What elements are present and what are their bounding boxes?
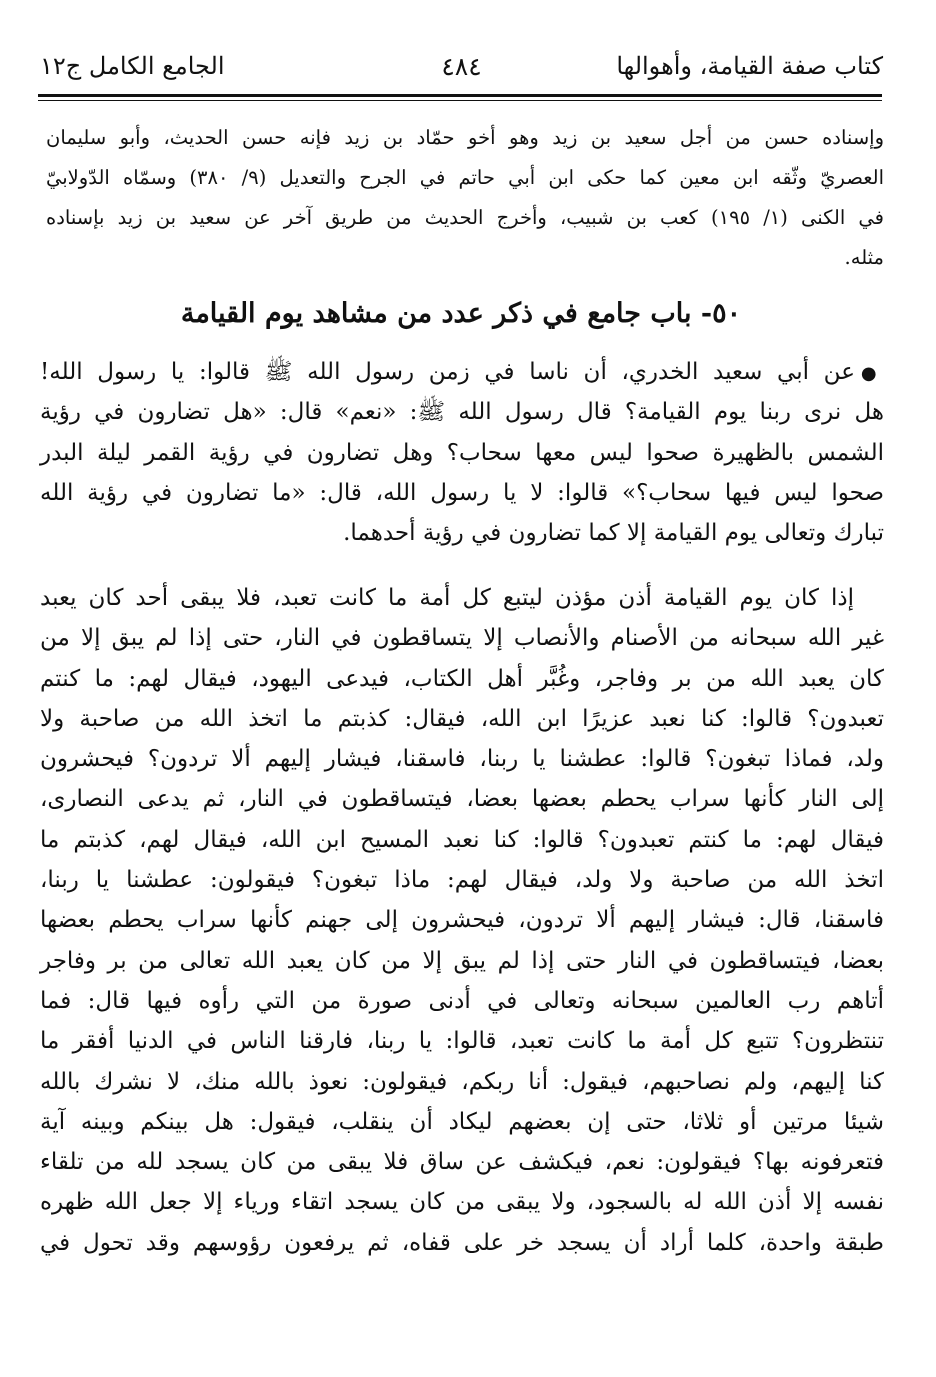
body-paragraph	[40, 578, 884, 1263]
running-collection-title: الجامع الكامل ج١٢	[40, 52, 225, 80]
footnote-line: وإسناده حسن من أجل سعيد بن زيد وهو أخو حمّاد بن زيد فإنه حسن الحديث، وأبو سليمان	[46, 126, 884, 149]
footnote-line: مثله.	[844, 246, 884, 269]
page-number: ٤٨٤	[441, 52, 482, 81]
header-rule-thick	[38, 94, 882, 97]
paragraph-line: أتاهم رب العالمين سبحانه وتعالى في أدنى صورة من التي رأوه فيها قال: فما	[40, 987, 884, 1014]
footnote-block	[46, 118, 884, 278]
paragraph-line: تعبدون؟ قالوا: كنا نعبد عزيرًا ابن الله، فيقال: كذبتم ما اتخذ الله من صاحبة ولا	[40, 705, 884, 732]
header-rule-thin	[38, 100, 882, 101]
paragraph-line: فيقال لهم: ما كنتم تعبدون؟ قالوا: كنا نعبد المسيح ابن الله، فيقال لهم، كذبتم ما	[40, 826, 884, 853]
running-book-title: كتاب صفة القيامة، وأهوالها	[616, 52, 883, 80]
chapter-title: ٥٠- باب جامع في ذكر عدد من مشاهد يوم القيامة	[180, 298, 742, 329]
paragraph-line: فاسقنا، قال: فيشار إليهم ألا تردون، فيحشرون إلى جهنم كأنها سراب يحطم بعضها	[40, 907, 884, 934]
paragraph-line: ولد، فماذا تبغون؟ قالوا: عطشنا يا ربنا، فاسقنا، فيشار إليهم ألا تردون؟ فيحشرون	[40, 746, 884, 773]
paragraph-line: كان يعبد الله من بر وفاجر، وغُبَّر أهل الكتاب، فيدعى اليهود، فيقال لهم: ما كنتم	[40, 665, 884, 692]
paragraph-line-text: عن أبي سعيد الخدري، أن ناسا في زمن رسول الله ﷺ قالوا: يا رسول الله!	[40, 359, 855, 385]
page-header	[40, 52, 883, 92]
paragraph-line: اتخذ الله من صاحبة ولا ولد، فيقال لهم: ماذا تبغون؟ فيقولون: عطشنا يا ربنا،	[40, 867, 884, 894]
footnote-line: في الكنى (١/ ١٩٥) كعب بن شبيب، وأخرج الحديث من طريق آخر عن سعيد بن زيد بإسناده	[46, 206, 884, 229]
paragraph-line: تنتظرون؟ تتبع كل أمة ما كانت تعبد، قالوا: يا ربنا، فارقنا الناس في الدنيا أفقر ما	[40, 1028, 884, 1055]
paragraph-line: إذا كان يوم القيامة أذن مؤذن ليتبع كل أمة ما كانت تعبد، فلا يبقى أحد كان يعبد	[40, 585, 854, 611]
paragraph-line: غير الله سبحانه من الأصنام والأنصاب إلا يتساقطون في النار، حتى إذا لم يبق إلا من	[40, 625, 884, 652]
bullet-icon: ●	[860, 363, 884, 384]
paragraph-line: الشمس بالظهيرة صحوا ليس معها سحاب؟ وهل تضارون في رؤية القمر ليلة البدر	[40, 439, 884, 466]
hadith-paragraph	[40, 352, 884, 553]
paragraph-line: فتعرفونه بها؟ فيقولون: نعم، فيكشف عن ساق فلا يبقى من كان يسجد لله من تلقاء	[40, 1149, 884, 1176]
paragraph-line	[40, 352, 884, 392]
footnote-line: العصريّ وثّقه ابن معين كما حكى ابن أبي حاتم في الجرح والتعديل (٩/ ٣٨٠) وسمّاه الدّولابيّ	[46, 166, 884, 189]
paragraph-line: تبارك وتعالى يوم القيامة إلا كما تضارون في رؤية أحدهما.	[343, 520, 884, 547]
paragraph-line: بعضا، فيتساقطون في النار حتى إذا لم يبق إلا من كان يعبد الله تعالى من بر وفاجر	[40, 947, 884, 974]
paragraph-line: إلى النار كأنها سراب يحطم بعضها بعضا، فيتساقطون في النار، ثم يدعى النصارى،	[40, 786, 884, 813]
paragraph-line: شيئا مرتين أو ثلاثا، حتى إن بعضهم ليكاد أن ينقلب، فيقول: هل بينكم وبينه آية	[40, 1108, 884, 1135]
paragraph-line: طبقة واحدة، كلما أراد أن يسجد خر على قفاه، ثم يرفعون رؤوسهم وقد تحول في	[40, 1229, 884, 1256]
paragraph-line: كنا إليهم، ولم نصاحبهم، فيقول: أنا ربكم، فيقولون: نعوذ بالله منك، لا نشرك بالله	[40, 1068, 884, 1095]
paragraph-line: هل نرى ربنا يوم القيامة؟ قال رسول الله ﷺ: «نعم» قال: «هل تضارون في رؤية	[40, 399, 884, 426]
paragraph-line: صحوا ليس فيها سحاب؟» قالوا: لا يا رسول الله، قال: «ما تضارون في رؤية الله	[40, 479, 884, 506]
paragraph-line: نفسه إلا أذن الله له بالسجود، ولا يبقى من كان يسجد اتقاء ورياء إلا جعل الله ظهره	[40, 1189, 884, 1216]
